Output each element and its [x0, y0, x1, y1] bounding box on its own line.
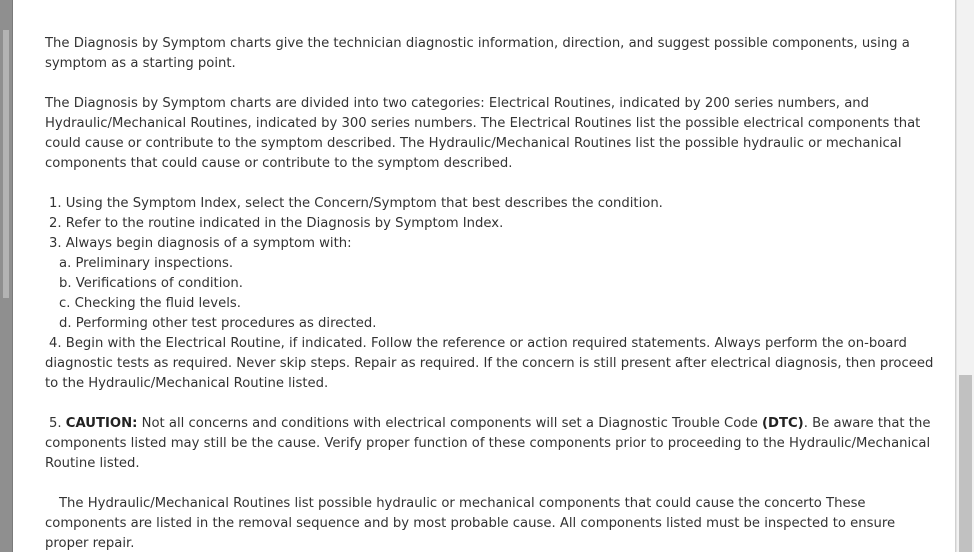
step-3: 3. Always begin diagnosis of a symptom with: — [49, 236, 352, 251]
right-scrollbar[interactable] — [956, 0, 974, 552]
document-panel — [12, 0, 956, 552]
categories-paragraph: The Diagnosis by Symptom charts are divided into two categories: Electrical Routines, indicated by 200 series numbers, and Hydraulic/Mechanical Routines, indicated by 300 series numbers. The Electrical Routines list the possible electrical components that could cause or contribute to the symptom described. The Hydraulic/Mechanical Routines list the possible hydraulic or mechanical components that could cause or contribute to the symptom described. — [45, 96, 921, 171]
step-1: 1. Using the Symptom Index, select the Concern/Symptom that best describes the condition. — [49, 196, 663, 211]
step-3a: a. Preliminary inspections. — [59, 256, 234, 271]
closing-paragraph — [45, 494, 941, 552]
intro-paragraph: The Diagnosis by Symptom charts give the technician diagnostic information, direction, and suggest possible components, using a symptom as a starting point. — [45, 36, 910, 71]
caution-text-1: Not all concerns and conditions with electrical components will set a Diagnostic Trouble Code — [137, 416, 763, 431]
step-4 — [45, 334, 941, 394]
closing-text: The Hydraulic/Mechanical Routines list possible hydraulic or mechanical components that could cause the concerto These components are listed in the removal sequence and by most probable cause. All components listed must be inspected to ensure proper repair. — [45, 496, 896, 551]
right-scrollbar-thumb[interactable] — [959, 375, 972, 552]
document-content — [45, 34, 941, 552]
caution-label: CAUTION: — [65, 416, 138, 431]
step-5-caution — [45, 414, 941, 474]
left-scrollbar[interactable] — [0, 0, 12, 552]
step-3b: b. Verifications of condition. — [59, 276, 243, 291]
step-2: 2. Refer to the routine indicated in the Diagnosis by Symptom Index. — [49, 216, 504, 231]
step-3c: c. Checking the fluid levels. — [59, 296, 241, 311]
caution-text-2: . Be aware that the components listed may still be the cause. Verify proper function of these components prior to proceeding to the Hydraulic/Mechanical Routine listed. — [45, 416, 931, 471]
step-5-number: 5. — [49, 416, 66, 431]
step-4-text: 4. Begin with the Electrical Routine, if indicated. Follow the reference or action required statements. Always perform the on-board diagnostic tests as required. Never skip steps. Repair as required. If the concern is still present after electrical diagnosis, then proceed to the Hydraulic/Mechanical Routine listed. — [45, 336, 934, 391]
dtc-label: (DTC) — [762, 416, 804, 431]
step-3d: d. Performing other test procedures as directed. — [59, 316, 377, 331]
left-scrollbar-thumb[interactable] — [3, 30, 9, 298]
